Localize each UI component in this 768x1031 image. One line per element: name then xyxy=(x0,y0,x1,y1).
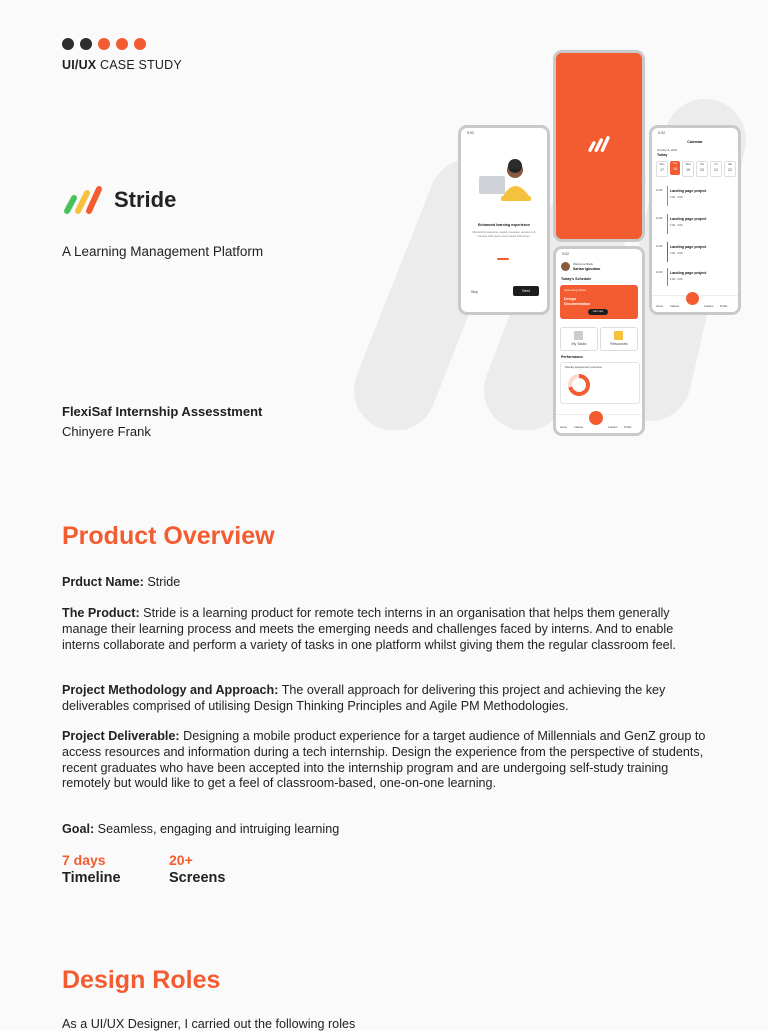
day-chip[interactable] xyxy=(710,161,722,177)
day-number: 19 xyxy=(686,168,690,172)
my-tasks-tile[interactable] xyxy=(560,327,598,351)
design-roles-heading: Design Roles xyxy=(62,966,221,994)
methodology-paragraph xyxy=(62,683,710,715)
dashboard-screen-mockup xyxy=(553,246,645,436)
schedule-title: Today's Schedule xyxy=(561,277,592,281)
event-range: 1:00 - 2:00 xyxy=(670,196,683,199)
nav-home[interactable]: Home xyxy=(560,426,567,429)
skip-button[interactable]: Skip xyxy=(471,290,478,294)
onboarding-body: Mentorship sessions, weekly meetups, access to & connect with peers and contact instructors. xyxy=(472,230,536,238)
event-row[interactable] xyxy=(656,242,734,264)
resources-icon xyxy=(614,331,623,340)
event-time: 11:00 xyxy=(656,189,663,192)
day-chip[interactable] xyxy=(682,161,694,177)
next-button[interactable] xyxy=(513,286,539,296)
product-label: The Product: xyxy=(62,606,140,620)
nav-classes[interactable]: Classes xyxy=(670,305,680,308)
class-name: Design Documentation xyxy=(564,297,591,306)
product-overview-heading: Product Overview xyxy=(62,522,275,550)
calendar-today: Today xyxy=(657,153,668,157)
day-chip[interactable] xyxy=(724,161,736,177)
day-name: Sat xyxy=(728,163,732,166)
nav-profile[interactable]: Profile xyxy=(720,305,728,308)
event-title: Landing page project xyxy=(670,245,707,249)
dot xyxy=(62,38,74,50)
center-action-button[interactable] xyxy=(589,411,603,425)
screens-stat xyxy=(169,852,225,886)
bottom-nav xyxy=(556,414,642,433)
resources-label: Resources xyxy=(610,342,628,346)
performance-card xyxy=(560,362,640,404)
deliverable-label: Project Deliverable: xyxy=(62,729,180,743)
product-name-label: Prduct Name: xyxy=(62,575,144,589)
day-number: 18 xyxy=(673,167,677,171)
status-time: 9:02 xyxy=(467,131,474,135)
nav-leaders[interactable]: Leaders xyxy=(608,426,618,429)
splash-logo-icon xyxy=(587,135,611,153)
assessment-author: Chinyere Frank xyxy=(62,424,151,439)
timeline-stat xyxy=(62,852,121,886)
brand-name: Stride xyxy=(114,187,177,212)
nav-profile[interactable]: Profile xyxy=(624,426,632,429)
deliverable-paragraph xyxy=(62,729,710,792)
brand-dots xyxy=(62,38,146,50)
dot xyxy=(116,38,128,50)
event-row[interactable] xyxy=(656,186,734,208)
event-title: Landing page project xyxy=(670,217,707,221)
day-name: Fri xyxy=(714,163,718,166)
event-time: 11:00 xyxy=(656,245,663,248)
stat-label: Timeline xyxy=(62,870,121,886)
center-action-button[interactable] xyxy=(686,292,699,305)
user-name: Sarian Igbodaro xyxy=(573,267,601,271)
dot xyxy=(98,38,110,50)
day-number: 20 xyxy=(700,168,704,172)
day-name: Thu xyxy=(699,163,705,166)
nav-classes[interactable]: Classes xyxy=(574,426,584,429)
upcoming-label: Upcoming Class xyxy=(564,288,586,292)
goal-label: Goal: xyxy=(62,822,95,836)
day-name: Wed xyxy=(685,163,691,166)
join-button-label: Join now xyxy=(592,310,604,313)
carousel-indicator xyxy=(497,258,509,260)
stat-label: Screens xyxy=(169,870,226,886)
day-number: 17 xyxy=(660,168,664,172)
event-range: 1:00 - 2:00 xyxy=(670,278,683,281)
deliverable-text: Designing a mobile product experience for a target audience of Millennials and GenZ group to access resources and information during a tech internship. Design the experience from the perspective of students, recent graduates who have been accepted into the internship program and are undergoing self-study training remotely but would like to get a feel of classroom-based, one-on-one learning. xyxy=(62,729,706,791)
day-strip xyxy=(656,161,736,177)
performance-title: Performance xyxy=(561,355,583,359)
dot xyxy=(80,38,92,50)
assessment-title: FlexiSaf Internship Assesstment xyxy=(62,404,263,419)
methodology-text: The overall approach for delivering this project and achieving the key deliverables comprised of utilising Design Thinking Principles and Agile PM Methodologies. xyxy=(62,683,666,713)
day-chip-selected[interactable] xyxy=(670,161,680,175)
onboarding-title: Enhanced learning experience xyxy=(478,223,530,227)
calendar-screen-mockup xyxy=(649,125,741,315)
goal-text: Seamless, engaging and intruiging learning xyxy=(94,822,340,836)
day-number: 21 xyxy=(714,168,718,172)
event-row[interactable] xyxy=(656,268,734,288)
product-paragraph xyxy=(62,606,710,653)
case-label-bold: UI/UX xyxy=(62,58,97,72)
event-time: 11:00 xyxy=(656,217,663,220)
nav-leaders[interactable]: Leaders xyxy=(704,305,714,308)
design-roles-intro: As a UI/UX Designer, I carried out the following roles xyxy=(62,1017,356,1031)
product-name-value: Stride xyxy=(143,575,181,589)
upcoming-class-card[interactable] xyxy=(560,285,638,319)
day-name: Tue xyxy=(672,162,678,165)
day-chip[interactable] xyxy=(656,161,668,177)
event-marker xyxy=(667,268,668,286)
my-tasks-label: My Tasks xyxy=(571,342,587,346)
case-study-label xyxy=(62,58,182,72)
event-marker xyxy=(667,214,668,234)
stride-logo-icon xyxy=(62,184,104,216)
bottom-nav xyxy=(652,295,738,312)
event-range: 1:00 - 2:00 xyxy=(670,252,683,255)
nav-home[interactable]: Home xyxy=(656,305,663,308)
welcome-text: Welcome Back xyxy=(573,262,593,266)
product-text: Stride is a learning product for remote tech interns in an organisation that helps them generally manage their learning process and meets the emerging needs and challenges faced by interns. And to enable interns collaborate and perform a variety of tasks in one platform whilst giving them the regular classroom feel. xyxy=(62,606,676,652)
avatar xyxy=(561,262,570,271)
event-row[interactable] xyxy=(656,214,734,236)
performance-donut xyxy=(567,373,591,397)
calendar-date: October 8, 2022 xyxy=(657,148,678,152)
day-chip[interactable] xyxy=(696,161,708,177)
splash-screen-mockup xyxy=(553,50,645,242)
event-range: 1:00 - 2:00 xyxy=(670,224,683,227)
event-marker xyxy=(667,242,668,262)
status-time: 9:02 xyxy=(658,131,665,135)
tasks-icon xyxy=(574,331,583,340)
case-label-rest: CASE STUDY xyxy=(96,58,182,72)
calendar-title: Calendar xyxy=(687,140,703,144)
methodology-label: Project Methodology and Approach: xyxy=(62,683,279,697)
event-time: 11:00 xyxy=(656,271,663,274)
join-button[interactable] xyxy=(588,309,608,315)
goal-paragraph xyxy=(62,822,710,838)
student-illustration xyxy=(471,148,537,208)
event-title: Landing page project xyxy=(670,271,707,275)
dot xyxy=(134,38,146,50)
event-title: Landing page project xyxy=(670,189,707,193)
event-marker xyxy=(667,186,668,206)
stat-value: 20+ xyxy=(169,852,193,868)
stat-value: 7 days xyxy=(62,852,106,868)
weekly-overview-label: Weekly assessment overview xyxy=(565,365,602,369)
day-number: 22 xyxy=(728,168,732,172)
tagline: A Learning Management Platform xyxy=(62,244,264,259)
onboarding-screen-mockup xyxy=(458,125,550,315)
status-time: 9:02 xyxy=(562,252,569,256)
next-button-label: Next xyxy=(522,289,530,293)
stride-logo xyxy=(62,184,176,216)
product-name-paragraph xyxy=(62,575,710,591)
day-name: Mon xyxy=(659,163,665,166)
resources-tile[interactable] xyxy=(600,327,638,351)
